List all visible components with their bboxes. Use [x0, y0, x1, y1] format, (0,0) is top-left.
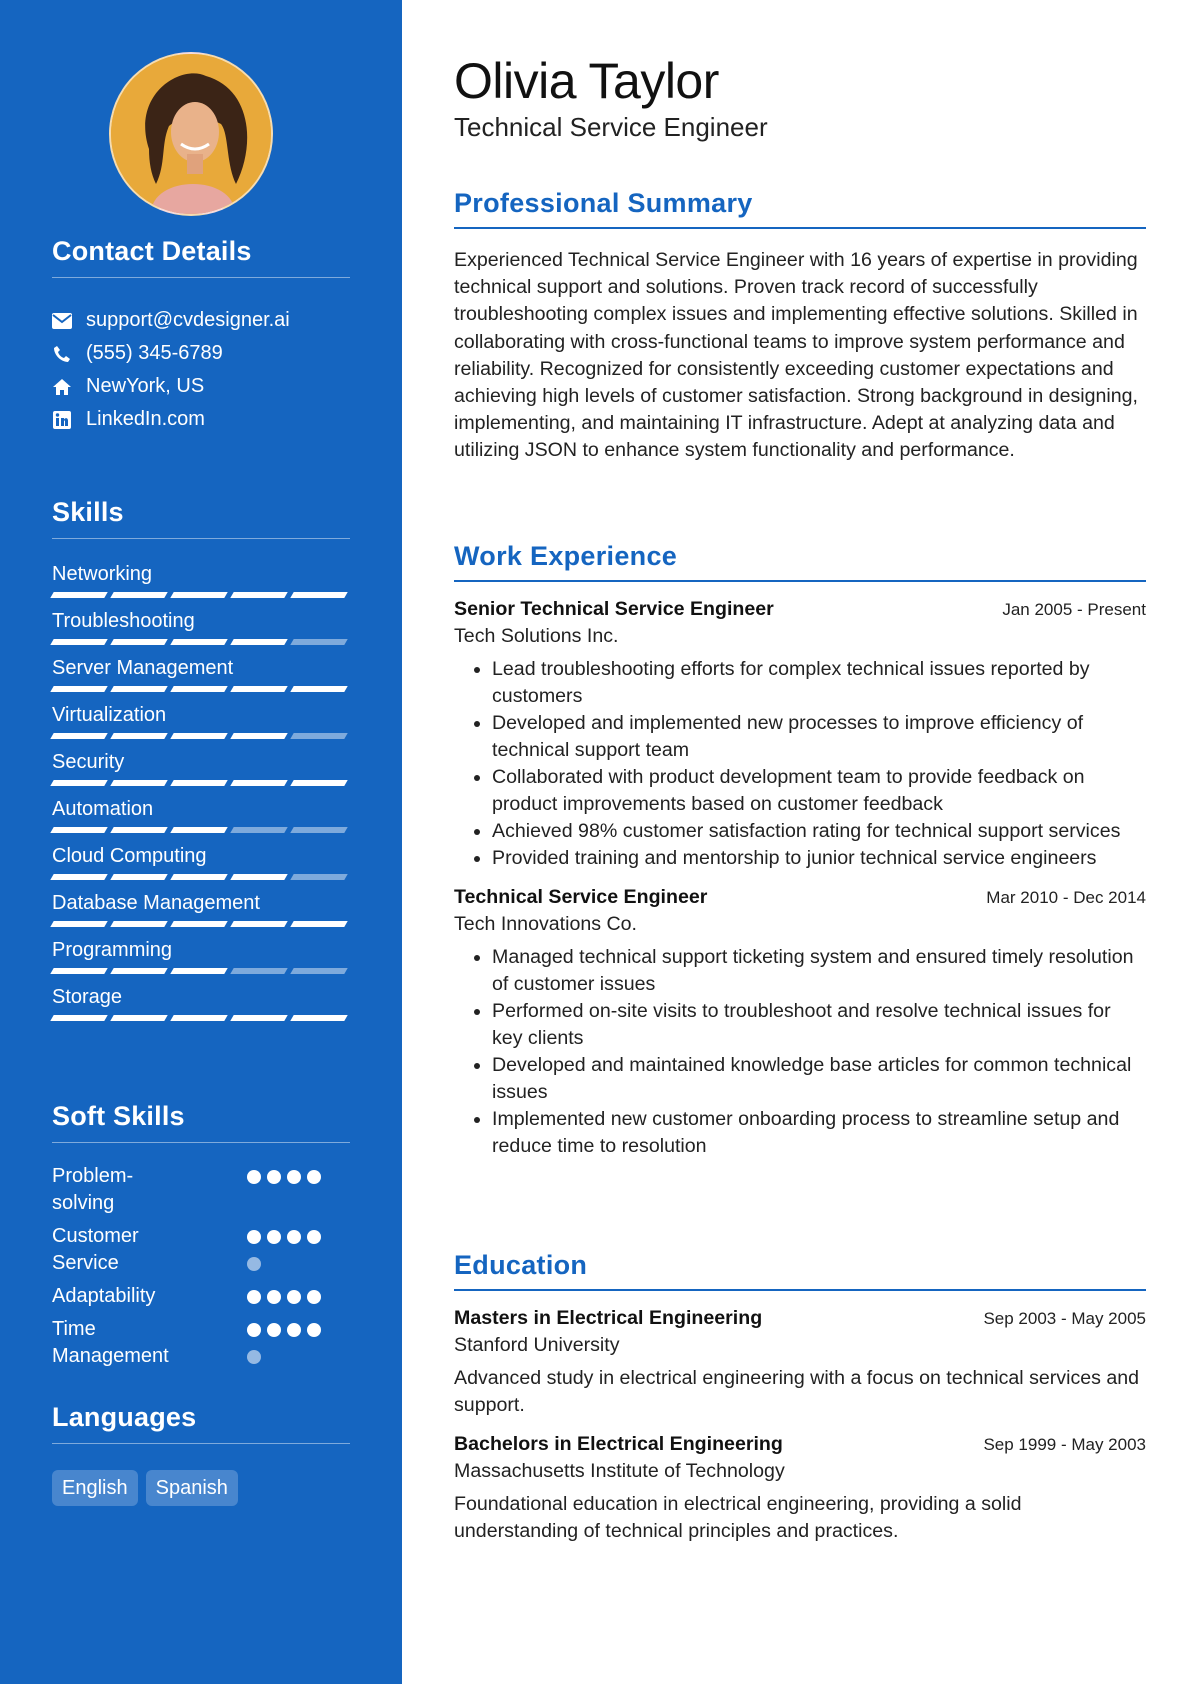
skill-name: Storage: [52, 986, 123, 1008]
job-bullet: • Developed and maintained knowledge base articles for common technical issues: [492, 1052, 1146, 1106]
contact-email[interactable]: [52, 304, 350, 337]
skills-section: [52, 497, 350, 1031]
contact-location-text: NewYork, US: [86, 375, 205, 397]
skill-level-segment: [170, 827, 227, 833]
skill-name: Virtualization: [52, 704, 167, 726]
skill-level-segment: [50, 780, 107, 786]
skill-level-segment: [170, 780, 227, 786]
summary-text: Experienced Technical Service Engineer with 16 years of expertise in providing technical support and solutions. Proven track record of successfully troubleshooting complex issues and implementing effective solutions. Skilled in collaborating with cross-functional teams to improve system performance and reliability. Recognized for consistently exceeding customer expectations and achieving high levels of customer satisfaction. Strong background in designing, implementing, and maintaining IT infrastructure. Adept at analyzing data and utilizing JSON to enhance system functionality and performance.: [454, 249, 1139, 462]
linkedin-icon: [52, 410, 72, 430]
skill-level-segment: [50, 592, 107, 598]
skill-level-bar: [52, 733, 350, 740]
rating-dot: [287, 1230, 301, 1244]
contact-section: [52, 236, 350, 436]
skill-name: Database Management: [52, 892, 260, 914]
skills-heading: Skills: [52, 497, 350, 539]
skill-level-segment: [110, 686, 167, 692]
contact-email-text: support@cvdesigner.ai: [86, 309, 290, 331]
job-company: Tech Innovations Co.: [454, 913, 637, 935]
skill-level-segment: [230, 686, 287, 692]
education-description: Advanced study in electrical engineering with a focus on technical services and support.: [454, 1367, 1140, 1416]
rating-dot: [247, 1230, 261, 1244]
skill-level-segment: [290, 921, 347, 927]
rating-dot: [267, 1230, 281, 1244]
home-icon: [52, 377, 72, 397]
skill-item: [52, 561, 350, 599]
rating-dot-partial: [247, 1257, 261, 1271]
skill-level-segment: [290, 874, 347, 880]
rating-dot: [267, 1290, 281, 1304]
degree-title: Bachelors in Electrical Engineering: [454, 1433, 783, 1455]
job-date: Jan 2005 - Present: [1002, 600, 1146, 619]
skill-level-segment: [50, 968, 107, 974]
education-date: Sep 2003 - May 2005: [983, 1309, 1146, 1328]
experience-section: [454, 541, 1146, 1160]
rating-dot: [267, 1170, 281, 1184]
rating-dot: [287, 1290, 301, 1304]
summary-heading: Professional Summary: [454, 188, 1146, 229]
skill-level-segment: [110, 921, 167, 927]
school-name: Massachusetts Institute of Technology: [454, 1460, 785, 1482]
soft-skill-item: [52, 1163, 350, 1217]
skill-name: Automation: [52, 798, 154, 820]
skill-level-segment: [230, 874, 287, 880]
skill-level-segment: [110, 874, 167, 880]
skill-item: [52, 655, 350, 693]
profile-photo-illustration: [111, 54, 273, 216]
rating-dot: [307, 1323, 321, 1337]
job-company: Tech Solutions Inc.: [454, 625, 619, 647]
skill-level-bar: [52, 639, 350, 646]
language-tag: Spanish: [146, 1470, 238, 1506]
contact-phone-text: (555) 345-6789: [86, 342, 223, 364]
phone-icon: [52, 344, 72, 364]
skill-name: Troubleshooting: [52, 610, 195, 632]
skill-level-segment: [170, 1015, 227, 1021]
contact-phone[interactable]: [52, 337, 350, 370]
skill-item: [52, 843, 350, 881]
rating-dot: [247, 1290, 261, 1304]
rating-dot: [287, 1170, 301, 1184]
skill-level-segment: [170, 639, 227, 645]
job-title: Technical Service Engineer: [454, 886, 708, 908]
soft-skill-item: [52, 1283, 350, 1310]
skill-level-segment: [170, 733, 227, 739]
skill-level-segment: [110, 592, 167, 598]
contact-location: [52, 370, 350, 403]
skill-level-segment: [170, 592, 227, 598]
skill-level-segment: [110, 1015, 167, 1021]
education-entry: [454, 1307, 1146, 1419]
skill-level-segment: [50, 686, 107, 692]
skill-level-segment: [290, 592, 347, 598]
contact-linkedin[interactable]: [52, 403, 350, 436]
rating-dot: [267, 1323, 281, 1337]
soft-skill-rating: [247, 1316, 321, 1370]
skill-item: [52, 890, 350, 928]
soft-skill-name: Adaptability: [52, 1285, 156, 1307]
languages-section: [52, 1402, 350, 1506]
job-bullet: • Performed on-site visits to troubleshoot and resolve technical issues for key clients: [492, 998, 1146, 1052]
soft-skill-rating: [247, 1223, 321, 1277]
rating-dot-partial: [247, 1350, 261, 1364]
skill-item: [52, 702, 350, 740]
skill-level-segment: [50, 1015, 107, 1021]
skill-level-bar: [52, 780, 350, 787]
skill-name: Security: [52, 751, 125, 773]
skill-level-segment: [230, 592, 287, 598]
job-bullet: • Developed and implemented new processes to improve efficiency of technical support team: [492, 710, 1146, 764]
soft-skill-rating: [247, 1283, 321, 1310]
skill-level-segment: [170, 968, 227, 974]
skill-name: Server Management: [52, 657, 234, 679]
skill-level-segment: [50, 639, 107, 645]
skill-item: [52, 749, 350, 787]
job-header: [454, 598, 1146, 621]
candidate-title: Technical Service Engineer: [454, 112, 768, 142]
soft-skill-name: Problem-solving: [52, 1165, 134, 1214]
soft-skills-section: [52, 1101, 350, 1376]
skill-level-bar: [52, 686, 350, 693]
job-bullet: • Provided training and mentorship to junior technical service engineers: [492, 845, 1146, 872]
education-header: [454, 1307, 1146, 1330]
candidate-name: Olivia Taylor: [454, 53, 719, 109]
skill-level-segment: [290, 968, 347, 974]
skill-level-segment: [290, 733, 347, 739]
skill-level-segment: [110, 780, 167, 786]
skills-list: [52, 561, 350, 1022]
skill-item: [52, 608, 350, 646]
skill-level-segment: [110, 968, 167, 974]
education-header: [454, 1433, 1146, 1456]
job-entry: [454, 886, 1146, 1160]
job-bullets: [454, 944, 1146, 1160]
job-bullet: • Achieved 98% customer satisfaction rating for technical support services: [492, 818, 1146, 845]
skill-item: [52, 984, 350, 1022]
skill-level-segment: [290, 780, 347, 786]
skill-level-segment: [170, 874, 227, 880]
skill-name: Cloud Computing: [52, 845, 207, 867]
skill-item: [52, 937, 350, 975]
skill-level-segment: [230, 639, 287, 645]
education-entry: [454, 1433, 1146, 1545]
rating-dot: [247, 1323, 261, 1337]
job-bullet: • Managed technical support ticketing system and ensured timely resolution of customer issues: [492, 944, 1146, 998]
soft-skills-heading: Soft Skills: [52, 1101, 350, 1143]
rating-dot: [307, 1290, 321, 1304]
summary-section: [454, 188, 1146, 465]
skill-level-segment: [290, 827, 347, 833]
skill-level-bar: [52, 1015, 350, 1022]
school-name: Stanford University: [454, 1334, 620, 1356]
soft-skills-list: [52, 1163, 350, 1370]
profile-photo: [109, 52, 273, 216]
education-description: Foundational education in electrical engineering, providing a solid understanding of technical principles and practices.: [454, 1493, 1022, 1542]
skill-level-segment: [290, 639, 347, 645]
skill-level-segment: [290, 1015, 347, 1021]
job-bullet: • Lead troubleshooting efforts for complex technical issues reported by customers: [492, 656, 1146, 710]
skill-level-segment: [170, 921, 227, 927]
skill-level-bar: [52, 921, 350, 928]
skill-level-segment: [110, 827, 167, 833]
skill-level-bar: [52, 827, 350, 834]
skill-level-segment: [110, 733, 167, 739]
soft-skill-item: [52, 1316, 350, 1370]
skill-level-segment: [290, 686, 347, 692]
job-entry: [454, 598, 1146, 872]
soft-skill-name: Time Management: [52, 1318, 169, 1367]
soft-skill-rating: [247, 1163, 321, 1217]
skill-level-segment: [50, 827, 107, 833]
skill-name: Networking: [52, 563, 153, 585]
rating-dot: [307, 1170, 321, 1184]
job-bullets: [454, 656, 1146, 872]
degree-title: Masters in Electrical Engineering: [454, 1307, 763, 1329]
rating-dot: [307, 1230, 321, 1244]
job-title: Senior Technical Service Engineer: [454, 598, 774, 620]
education-section: [454, 1250, 1146, 1545]
education-heading: Education: [454, 1250, 1146, 1291]
soft-skill-item: [52, 1223, 350, 1277]
language-tag: English: [52, 1470, 138, 1506]
job-date: Mar 2010 - Dec 2014: [986, 888, 1146, 907]
skill-level-segment: [110, 639, 167, 645]
skill-item: [52, 796, 350, 834]
soft-skill-name: Customer Service: [52, 1225, 139, 1274]
rating-dot: [247, 1170, 261, 1184]
contact-heading: Contact Details: [52, 236, 350, 278]
skill-level-segment: [230, 968, 287, 974]
contact-list: [52, 304, 350, 436]
rating-dot: [287, 1323, 301, 1337]
skill-level-segment: [230, 733, 287, 739]
languages-list: [52, 1470, 350, 1506]
experience-heading: Work Experience: [454, 541, 1146, 582]
skill-level-bar: [52, 968, 350, 975]
job-header: [454, 886, 1146, 909]
contact-linkedin-text: LinkedIn.com: [86, 408, 205, 430]
job-bullet: • Implemented new customer onboarding process to streamline setup and reduce time to resolution: [492, 1106, 1146, 1160]
skill-level-segment: [50, 874, 107, 880]
job-bullet: • Collaborated with product development team to provide feedback on product improvements based on customer feedback: [492, 764, 1146, 818]
skill-level-segment: [230, 1015, 287, 1021]
envelope-icon: [52, 311, 72, 331]
skill-level-segment: [50, 733, 107, 739]
sidebar: [0, 0, 402, 1684]
skill-level-segment: [170, 686, 227, 692]
skill-level-bar: [52, 874, 350, 881]
skill-level-bar: [52, 592, 350, 599]
languages-heading: Languages: [52, 1402, 350, 1444]
skill-level-segment: [50, 921, 107, 927]
skill-name: Programming: [52, 939, 173, 961]
skill-level-segment: [230, 827, 287, 833]
skill-level-segment: [230, 921, 287, 927]
skill-level-segment: [230, 780, 287, 786]
education-date: Sep 1999 - May 2003: [983, 1435, 1146, 1454]
